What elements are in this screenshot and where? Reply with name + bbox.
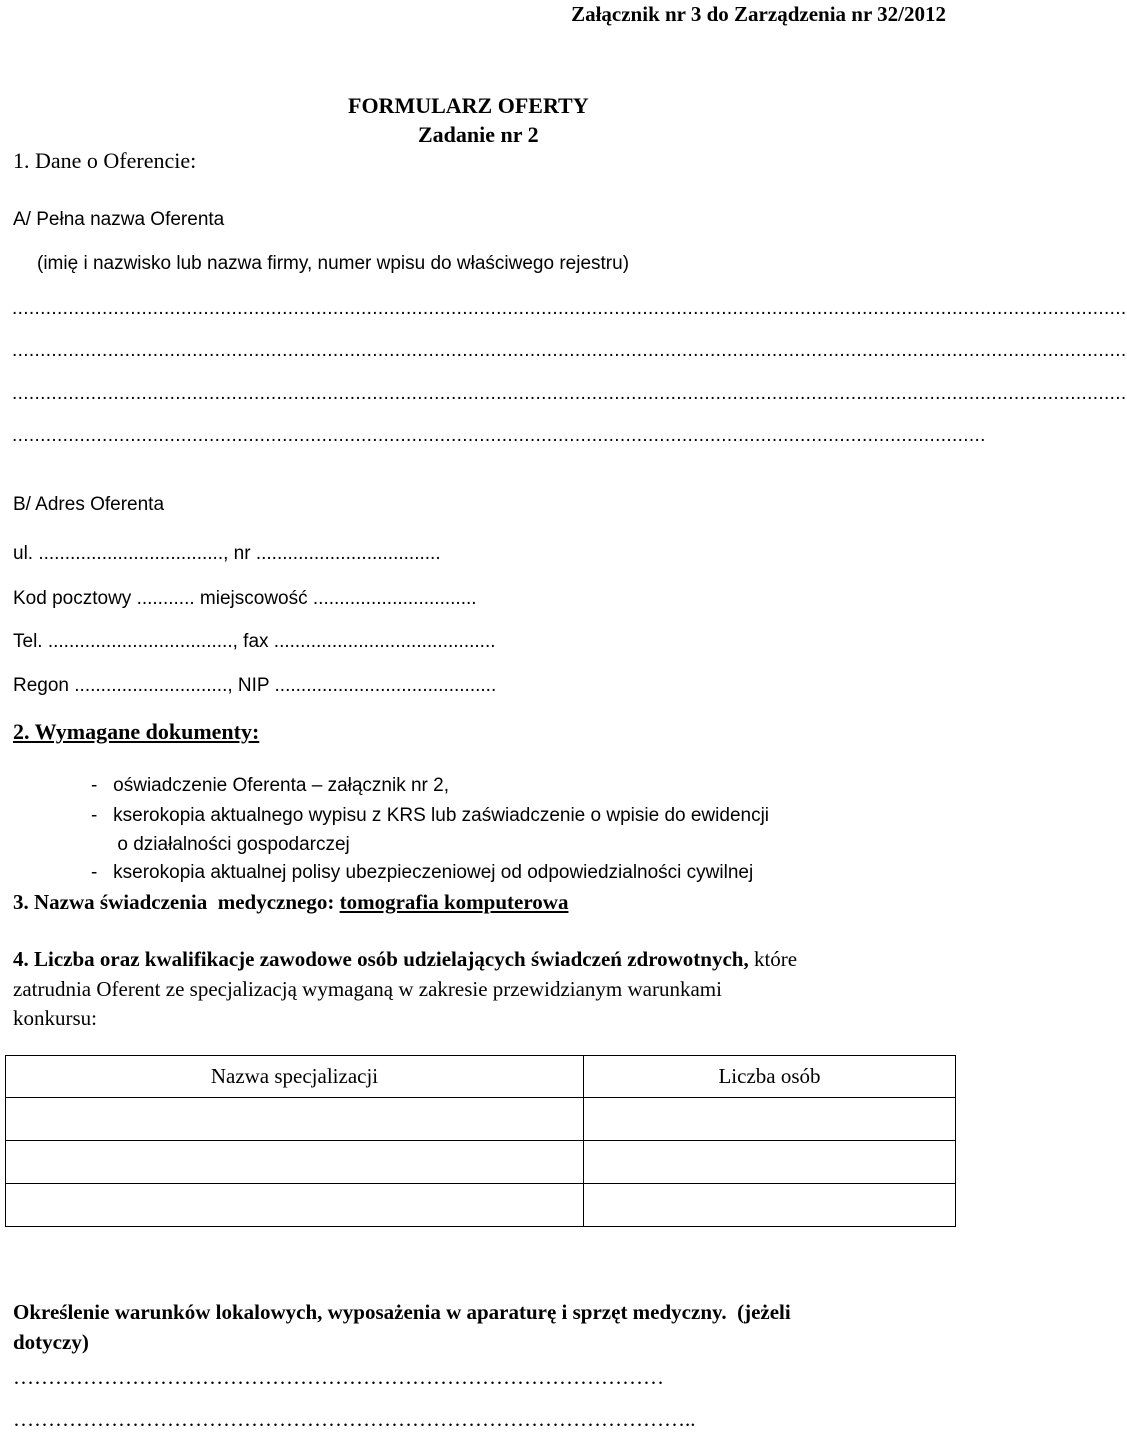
name-fill-line[interactable]: ......................................................................................................................................................................................................	[12, 340, 1127, 361]
specialization-table	[5, 1055, 956, 1227]
section-2-heading: 2. Wymagane dokumenty:	[13, 719, 260, 744]
section-4-heading	[13, 947, 797, 971]
name-fill-line[interactable]: .............................................................................................................................................................................	[12, 425, 986, 446]
conditions-heading-cont: dotyczy)	[13, 1330, 89, 1354]
document-item-continuation: o działalności gospodarczej	[91, 834, 350, 855]
conditions-heading: Określenie warunków lokalowych, wyposażenia w aparaturę i sprzęt medyczny. (jeżeli	[13, 1300, 791, 1324]
conditions-fill-line[interactable]: …………………………………………………………………………………	[13, 1365, 664, 1389]
address-label: B/ Adres Oferenta	[13, 494, 165, 515]
name-fill-line[interactable]: ......................................................................................................................................................................................................	[12, 298, 1127, 319]
specialization-cell[interactable]	[6, 1184, 584, 1227]
document-item: - kserokopia aktualnej polisy ubezpieczeniowej od odpowiedzialności cywilnej	[91, 862, 754, 883]
specialization-cell[interactable]	[6, 1141, 584, 1184]
address-postcode-line[interactable]: Kod pocztowy ........... miejscowość ...............................	[13, 588, 477, 609]
form-subtitle: Zadanie nr 2	[418, 122, 539, 147]
section-4-text-line: konkursu:	[13, 1006, 97, 1030]
section-4-text-line: zatrudnia Oferent ze specjalizacją wymaganą w zakresie przewidzianym warunkami	[13, 977, 722, 1001]
service-name-value: tomografia komputerowa	[339, 890, 569, 914]
address-street-line[interactable]: ul. ..................................., nr ...................................	[13, 543, 441, 564]
table-row	[6, 1098, 956, 1141]
document-item: - oświadczenie Oferenta – załącznik nr 2,	[91, 775, 450, 796]
document-item: - kserokopia aktualnego wypisu z KRS lub zaświadczenie o wpisie do ewidencji	[91, 805, 770, 826]
full-name-hint: (imię i nazwisko lub nazwa firmy, numer wpisu do właściwego rejestru)	[37, 253, 630, 274]
count-cell[interactable]	[584, 1141, 956, 1184]
column-header-count: Liczba osób	[584, 1056, 956, 1098]
conditions-fill-line[interactable]: ……………………………………………………………………………………..	[13, 1407, 696, 1431]
address-phone-line[interactable]: Tel. ..................................., fax ..........................................	[13, 631, 496, 652]
name-fill-line[interactable]: ......................................................................................................................................................................................................	[12, 383, 1127, 404]
column-header-specialization: Nazwa specjalizacji	[6, 1056, 584, 1098]
service-name-label: 3. Nazwa świadczenia medycznego:	[13, 890, 340, 914]
table-row	[6, 1184, 956, 1227]
attachment-header: Załącznik nr 3 do Zarządzenia nr 32/2012	[571, 2, 946, 26]
specialization-cell[interactable]	[6, 1098, 584, 1141]
table-header-row	[6, 1056, 956, 1098]
count-cell[interactable]	[584, 1184, 956, 1227]
full-name-label: A/ Pełna nazwa Oferenta	[13, 209, 225, 230]
form-title: FORMULARZ OFERTY	[348, 93, 589, 118]
section-3-heading	[13, 890, 568, 914]
count-cell[interactable]	[584, 1098, 956, 1141]
section-1-heading: 1. Dane o Oferencie:	[13, 148, 197, 173]
section-4-text: które	[748, 947, 798, 971]
table-row	[6, 1141, 956, 1184]
section-4-bold-text: 4. Liczba oraz kwalifikacje zawodowe osób udzielających świadczeń zdrowotnych,	[13, 947, 749, 971]
address-regon-line[interactable]: Regon ............................., NIP ..........................................	[13, 675, 497, 696]
